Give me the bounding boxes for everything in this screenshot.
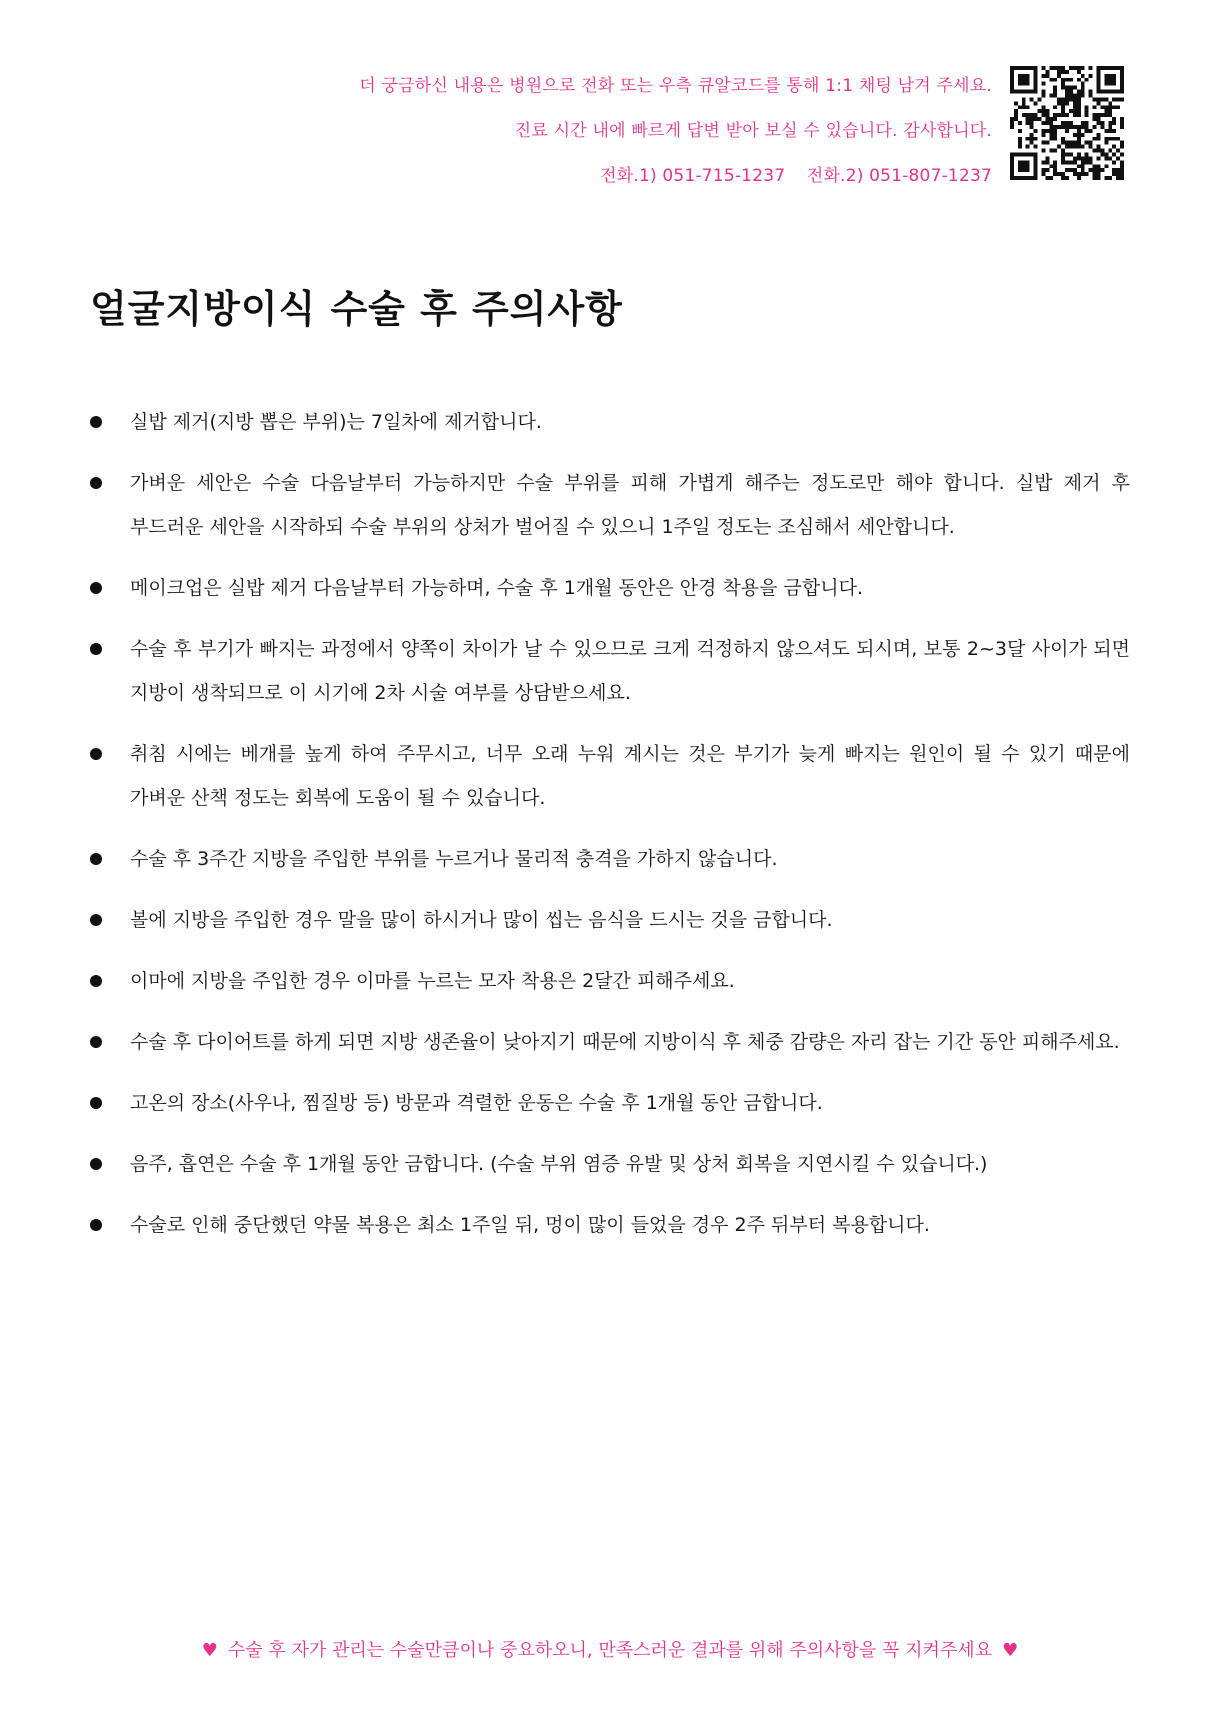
bullet-icon	[90, 643, 102, 655]
bullet-icon	[90, 914, 102, 926]
heart-icon: ♥	[201, 1640, 218, 1661]
contact-line-1: 더 궁금하신 내용은 병원으로 전화 또는 우측 큐알코드를 통해 1:1 채팅 남겨 주세요.	[359, 76, 992, 96]
page-title: 얼굴지방이식 수술 후 주의사항	[90, 287, 623, 331]
list-item-text: 수술 후 다이어트를 하게 되면 지방 생존율이 낮아지기 때문에 지방이식 후 체중 감량은 자리 잡는 기간 동안 피해주세요.	[130, 1031, 1120, 1053]
list-item-text: 취침 시에는 베개를 높게 하여 주무시고, 너무 오래 누워 계시는 것은 부기가 늦게 빠지는 원인이 될 수 있기 때문에 가벼운 산책 정도는 회복에 도움이 될 수 있습니다.	[130, 743, 1130, 809]
contact-info	[112, 64, 992, 199]
list-item	[90, 1081, 1130, 1125]
list-item-text: 고온의 장소(사우나, 찜질방 등) 방문과 격렬한 운동은 수술 후 1개월 동안 금합니다.	[130, 1092, 823, 1114]
list-item-text: 메이크업은 실밥 제거 다음날부터 가능하며, 수술 후 1개월 동안은 안경 착용을 금합니다.	[130, 577, 863, 599]
list-item-text: 수술 후 3주간 지방을 주입한 부위를 누르거나 물리적 충격을 가하지 않습니다.	[130, 848, 778, 870]
heart-icon: ♥	[1002, 1640, 1019, 1661]
bullet-icon	[90, 1158, 102, 1170]
precautions-list	[90, 400, 1130, 1264]
list-item	[90, 898, 1130, 942]
list-item	[90, 837, 1130, 881]
bullet-icon	[90, 853, 102, 865]
list-item	[90, 400, 1130, 444]
bullet-icon	[90, 975, 102, 987]
list-item-text: 가벼운 세안은 수술 다음날부터 가능하지만 수술 부위를 피해 가볍게 해주는 정도로만 해야 합니다. 실밥 제거 후 부드러운 세안을 시작하되 수술 부위의 상처가 벌어질 수 있으니 1주일 정도는 조심해서 세안합니다.	[130, 472, 1130, 538]
footer-note	[0, 1636, 1220, 1662]
bullet-icon	[90, 582, 102, 594]
list-item-text: 이마에 지방을 주입한 경우 이마를 누르는 모자 착용은 2달간 피해주세요.	[130, 970, 735, 992]
list-item-text: 볼에 지방을 주입한 경우 말을 많이 하시거나 많이 씹는 음식을 드시는 것을 금합니다.	[130, 909, 833, 931]
phone-1[interactable]: 전화.1) 051-715-1237	[600, 166, 786, 186]
list-item	[90, 959, 1130, 1003]
bullet-icon	[90, 477, 102, 489]
list-item-text: 실밥 제거(지방 뽑은 부위)는 7일차에 제거합니다.	[130, 411, 542, 433]
phone-2[interactable]: 전화.2) 051-807-1237	[806, 166, 992, 186]
bullet-icon	[90, 1219, 102, 1231]
list-item	[90, 566, 1130, 610]
list-item-text: 수술로 인해 중단했던 약물 복용은 최소 1주일 뒤, 멍이 많이 들었을 경우 2주 뒤부터 복용합니다.	[130, 1214, 930, 1236]
list-item	[90, 1020, 1130, 1064]
bullet-icon	[90, 1097, 102, 1109]
footer-text: 수술 후 자가 관리는 수술만큼이나 중요하오니, 만족스러운 결과를 위해 주의사항을 꼭 지켜주세요	[227, 1640, 993, 1661]
qr-code-icon[interactable]	[1010, 66, 1124, 180]
list-item	[90, 732, 1130, 820]
bullet-icon	[90, 416, 102, 428]
bullet-icon	[90, 748, 102, 760]
list-item-text: 수술 후 부기가 빠지는 과정에서 양쪽이 차이가 날 수 있으므로 크게 걱정하지 않으셔도 되시며, 보통 2~3달 사이가 되면 지방이 생착되므로 이 시기에 2차 시술 여부를 상담받으세요.	[130, 638, 1130, 704]
contact-line-2: 진료 시간 내에 빠르게 답변 받아 보실 수 있습니다. 감사합니다.	[514, 121, 992, 141]
list-item	[90, 1142, 1130, 1186]
phone-numbers	[112, 154, 992, 199]
list-item	[90, 461, 1130, 549]
list-item	[90, 627, 1130, 715]
list-item-text: 음주, 흡연은 수술 후 1개월 동안 금합니다. (수술 부위 염증 유발 및 상처 회복을 지연시킬 수 있습니다.)	[130, 1153, 988, 1175]
bullet-icon	[90, 1036, 102, 1048]
list-item	[90, 1203, 1130, 1247]
